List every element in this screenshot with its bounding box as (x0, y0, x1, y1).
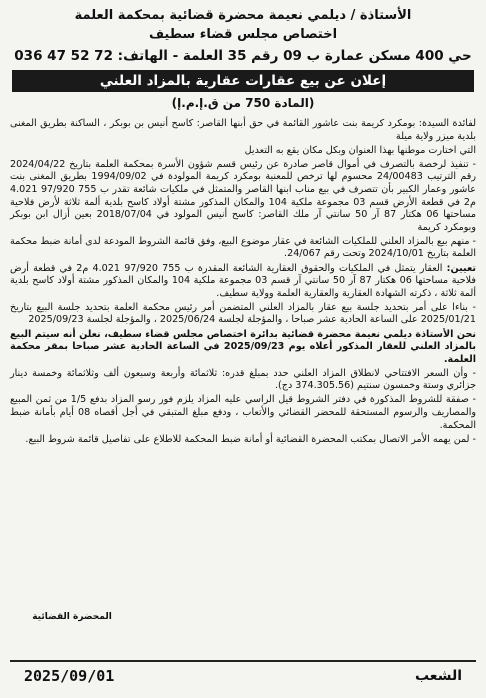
legal-article: (المادة 750 من ق.إ.م.إ) (171, 96, 315, 110)
notice-body (10, 118, 476, 446)
announcement-paragraph: نحن الأستاذة ديلمي نعيمة محضرة قضائية بدائرة اختصاص مجلس قضاء سطيف، نعلن أنه سيتم البيع بالمزاد العلني للعقار المذكور أعلاه يوم 2025/09/23 في الساعة الحادية عشر صباحا بمقر محكمة العلمة. (10, 328, 476, 365)
bailiff-name: الأستاذة / ديلمي نعيمة محضرة قضائية بمحكمة العلمة (74, 8, 412, 23)
signature: المحضرة القضائية (32, 612, 112, 622)
hearing-paragraph: - بناءا على أمر بتحديد جلسة بيع عقار بالمزاد العلني المتضمن أمر رئيس محكمة العلمة بتحديد جلسة البيع بتاريخ 2025/01/21 على الساعة الحادية عشر صباحا ، والمؤجلة لجلسة 2025/06/24 ، والمؤجلة لجلسة 2025/09/23 (10, 301, 476, 326)
address-phone: حي 400 مسكن عمارة ب 09 رقم 35 العلمة - الهاتف: 72 52 47 036 (14, 48, 472, 64)
notice-header (10, 6, 476, 66)
payment-paragraph: - صفقة للشروط المذكورة في دفتر الشروط قيل الراسي عليه المزاد يلزم فور رسو المزاد بدفع 1/5 من ثمن المبيع والمصاريف والرسوم المستحقة للمحضر القضائي والأتعاب ، ودفع مبلغ المتبقي في أجل أقصاه 08 أيام بأمانة ضبط المحكمة. (10, 394, 476, 431)
opening-price-paragraph: - وأن السعر الافتتاحي لانطلاق المزاد العلني حدد بمبلغ قدره: ثلاثمائة وأربعة وسبعون ألف وثلاثمائة وخمسة دينار جزائري وستة وخمسون سنتيم (374.305.56 دج). (10, 367, 476, 392)
publication-footer (10, 660, 476, 690)
designation-paragraph (10, 263, 476, 301)
jurisdiction: اختصاص مجلس قضاء سطيف (148, 27, 338, 42)
publication-date: 2025/09/01 (24, 667, 115, 685)
authorization-paragraph: - تنفيذ لرخصة بالتصرف في أموال قاصر صادرة عن رئيس قسم شؤون الأسرة بمحكمة العلمة بتاريخ 2024/04/22 رقم الترتيب 24/00483 محسوم لها ترخص للمعنية بومكرد كريمة المولودة في 1994/09/02 بطريق المغنى بنت عاشور وعمار الكبير بأن تتصرف في بيع مناب ابنها القاصر والمتمثل في ملكيات شائعة تقدر ب 755 97/920 4.021 م2 في قطعة الأرض قسم 03 مجموعة ملكية 104 والمكان المذكور مشتة أولاد كاسح بلدية ألمة ثلاثة لأرض فلاحية مساحتها 06 هكتار 87 آر 50 سانتي آر ملك القاصر: كاسح أنيس المولود في 2018/07/04 بعين أزال ابن بوبكر وبومكرد كريمة (10, 158, 477, 233)
designation-text: العقار يتمثل في الملكيات والحقوق العقارية الشائعة المقدرة ب 755 97/920 4.021 م2 في قطعة أرض فلاحية مساحتها 06 هكتار 87 آر 50 سانتي آر قسم 03 مجموعة ملكية 104 والمكان المذكور مشتة أولاد كاسح بلدية ألمة ثلاثة ، ذكرته الشهادة العقارية والعقارية العلمة وولاية سطيف. (10, 262, 476, 299)
beneficiary-paragraph: لفائدة السيدة: بومكرد كريمة بنت عاشور القائمة في حق أبنها القاصر: كاسح أنيس بن بوبكر ، الساكنة بطريق المغنى بلدية ميزر ولاية ميلة (10, 118, 476, 142)
newspaper-name: الشعب (414, 668, 462, 684)
domicile-paragraph: التي اختارت موطنها بهذا العنوان وبكل مكان يقع به التعديل (244, 144, 476, 156)
notice-title-banner: إعلان عن بيع عقارات عقارية بالمزاد العلني (12, 70, 474, 92)
designation-label: تعيين: (446, 262, 476, 274)
contact-paragraph: - لمن يهمه الأمر الاتصال بمكتب المحضرة القضائية أو أمانة ضبط المحكمة للاطلاع على تفاصيل قائمة شروط البيع. (25, 433, 476, 445)
sale-terms-paragraph: - منهم بيع بالمزاد العلني للملكيات الشائعة في عقار موضوع البيع، وفق قائمة الشروط المودعة لدى أمانة ضبط محكمة العلمة بتاريخ 2024/10/01 وتحت رقم 24/067. (10, 235, 476, 260)
